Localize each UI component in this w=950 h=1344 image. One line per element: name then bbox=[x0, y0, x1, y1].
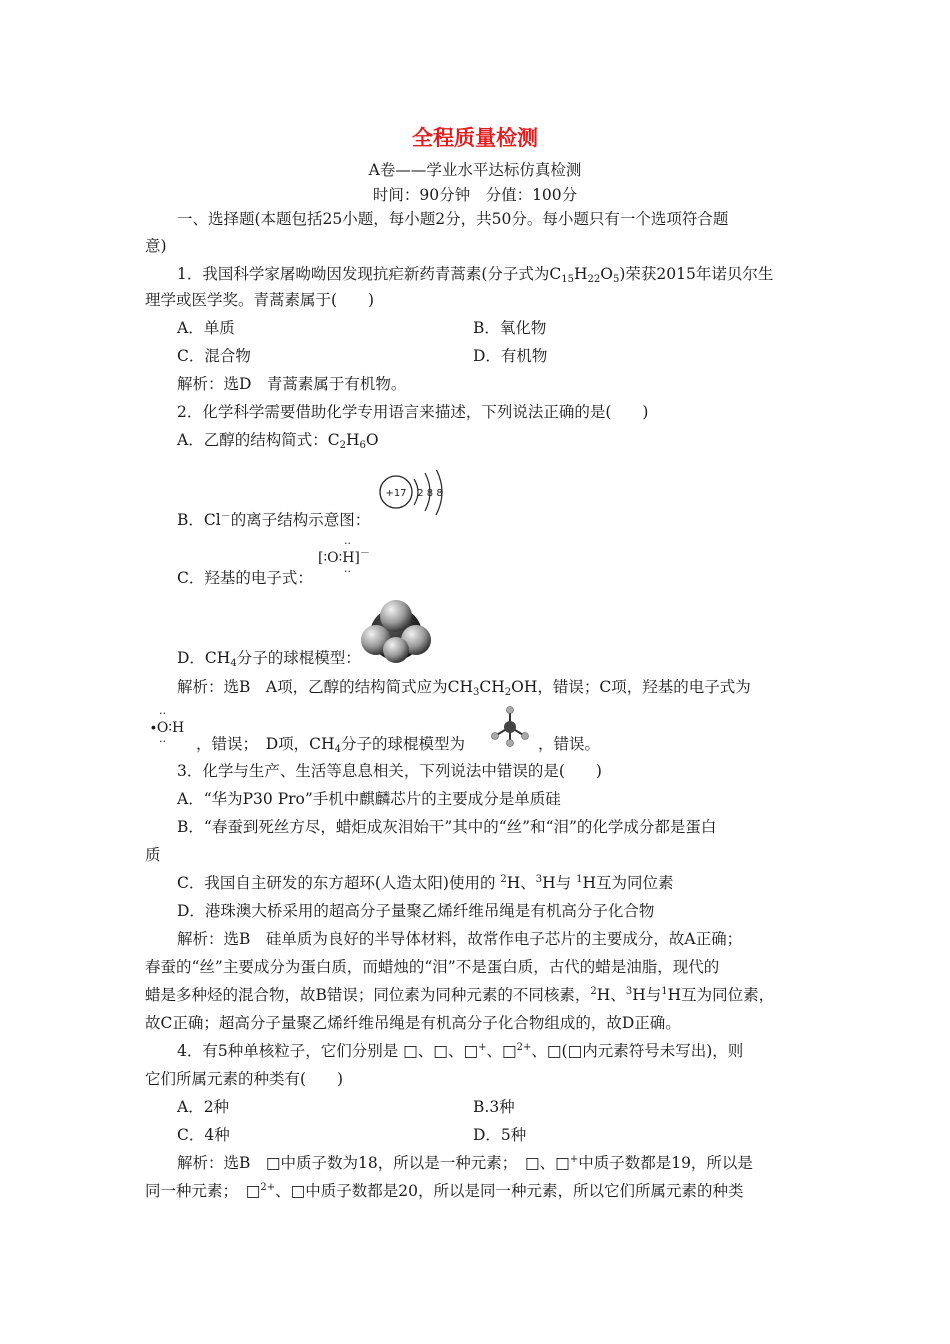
q3-stem: 3．化学与生产、生活等息息相关，下列说法中错误的是( ) bbox=[177, 762, 602, 780]
methane-model-image bbox=[356, 596, 436, 666]
q3-analysis-l3: 蜡是多种烃的混合物，故B错误；同位素为同种元素的不同核素，$^2$H、$^3$H与$^1$H互为同位素， bbox=[145, 986, 775, 1004]
q3-analysis-l2: 春蚕的“丝”主要成分为蛋白质，而蜡烛的“泪”不是蛋白质，古代的蜡是油脂，现代的 bbox=[145, 958, 720, 976]
hydroxyl-charge: － bbox=[359, 548, 370, 559]
chloride-ion-diagram bbox=[376, 470, 466, 526]
q3-option-a: A．“华为P30 Pro”手机中麒麟芯片的主要成分是单质硅 bbox=[177, 790, 561, 808]
page-title: 全程质量检测 bbox=[412, 126, 538, 150]
q2-option-d: D．$CH_4$分子的球棍模型： bbox=[177, 649, 361, 669]
q4-stem: 4．有5种单核粒子，它们分别是 □、□、□+、□$^{2+}$、□(□内元素符号未写出)，则 bbox=[177, 1042, 744, 1060]
q1-analysis: 解析：选D 青蒿素属于有机物。 bbox=[177, 375, 407, 393]
subtitle: A卷——学业水平达标仿真检测 bbox=[368, 161, 582, 179]
q4-option-c: C．4种 bbox=[177, 1126, 230, 1144]
q1-option-a: A．单质 bbox=[177, 319, 235, 337]
q4-analysis-cont: 同一种元素； □$^{2+}$、□中质子数都是20，所以是同一种元素，所以它们所属元素的种类 bbox=[145, 1182, 744, 1200]
q1-stem-cont: 理学或医学奖。青蒿素属于( ) bbox=[145, 291, 375, 309]
exam-meta: 时间：90分钟 分值：100分 bbox=[372, 186, 578, 204]
lone-pair-bottom: ·· bbox=[344, 565, 351, 578]
q2-analysis: 解析：选B A项，乙醇的结构简式应为$CH_3CH_2OH$，错误；C项，羟基的电子式为 bbox=[177, 678, 751, 698]
q4-stem-cont: 它们所属元素的种类有( ) bbox=[145, 1070, 344, 1088]
electron-shells: 2 8 8 bbox=[417, 488, 443, 499]
q4-option-d: D．5种 bbox=[473, 1126, 527, 1144]
q3-option-b: B．“春蚕到死丝方尽，蜡炬成灰泪始干”其中的“丝”和“泪”的化学成分都是蛋白 bbox=[177, 818, 717, 836]
q2-option-b: B．Cl－的离子结构示意图： bbox=[177, 511, 371, 529]
lone-pair-top: ·· bbox=[344, 537, 351, 550]
q2-option-c: C．羟基的电子式： bbox=[177, 569, 313, 587]
q4-option-b: B.3种 bbox=[473, 1098, 515, 1116]
q2-analysis-cont: ，错误； D项，$CH_4$分子的球棍模型为 bbox=[196, 735, 465, 755]
q3-analysis-l4: 故C正确；超高分子量聚乙烯纤维吊绳是有机高分子化合物组成的，故D正确。 bbox=[145, 1014, 681, 1032]
q3-option-d: D．港珠澳大桥采用的超高分子量聚乙烯纤维吊绳是有机高分子化合物 bbox=[177, 902, 655, 920]
hydroxyl-bracket: [∶O∶H] bbox=[318, 550, 360, 566]
q3-option-b-cont: 质 bbox=[145, 846, 161, 864]
q1-option-b: B．氧化物 bbox=[473, 319, 547, 337]
q1-option-d: D．有机物 bbox=[473, 347, 548, 365]
methane-ball-stick-image bbox=[488, 706, 532, 748]
q3-analysis: 解析：选B 硅单质为良好的半导体材料，故常作电子芯片的主要成分，故A正确； bbox=[177, 930, 743, 948]
q1-stem: 1．我国科学家屠呦呦因发现抗疟新药青蒿素(分子式为$C_{15}H_{22}O_5$)荣获2015年诺贝尔生 bbox=[177, 265, 774, 285]
q3-option-c: C．我国自主研发的东方超环(人造太阳)使用的 $^2$H、$^3$H与 $^1$H互为同位素 bbox=[177, 874, 674, 892]
q1-option-c: C．混合物 bbox=[177, 347, 251, 365]
q2-analysis-end: ，错误。 bbox=[538, 735, 601, 753]
document-page: 全程质量检测 A卷——学业水平达标仿真检测 时间：90分钟 分值：100分 一、选择题(本题包括25小题，每小题2分，共50分。每小题只有一个选项符合题 意) 1．我国科学家屠呦呦因发现抗疟新药青蒿素(分子式为$C_{15}H_{22}O_5$)荣获2015年诺贝尔生 理学或医学奖。青蒿素属于( ) A．单质 B．氧化物 C．混合物 D．有机物 解析：选D 青蒿素属于有机物。 2．化学科学需要借助化学专用语言来描述，下列说法正确的是( ) A．乙醇的结构简式：$C_2H_6O$ +17 2 8 8 B．Cl－的离子结构示意图： ·· [∶O∶H]－ ·· C．羟基的电子式： D．$CH_4$分子的球棍模型： 解析：选B A项，乙醇的结构简式应为$CH_3CH_2OH$，错误；C项，羟基的电子式为 ·· ∙O∶H ·· ，错误； D项，$CH_4$分子的球棍模型为 ，错误。 3．化学与生产、生活等息息相关，下列说法中错误的是( ) A．“华为P30 Pro”手机中麒麟芯片的主要成分是单质硅 B．“春蚕到死丝方尽，蜡炬成灰泪始干”其中的“丝”和“泪”的化学成分都是蛋白 质 C．我国自主研发的东方超环(人造太阳)使用的 $^2$H、$^3$H与 $^1$H互为同位素 D．港珠澳大桥采用的超高分子量聚乙烯纤维吊绳是有机高分子化合物 解析：选B 硅单质为良好的半导体材料，故常作电子芯片的主要成分，故A正确； 春蚕的“丝”主要成分为蛋白质，而蜡烛的“泪”不是蛋白质，古代的蜡是油脂，现代的 蜡是多种烃的混合物，故B错误；同位素为同种元素的不同核素，$^2$H、$^3$H与$^1$H互为同位素， 故C正确；超高分子量聚乙烯纤维吊绳是有机高分子化合物组成的，故D正确。 4．有5种单核粒子，它们分别是 □、□、□+、□$^{2+}$、□(□内元素符号未写出)，则 它们所属元素的种类有( ) A．2种 B.3种 C．4种 D．5种 解析：选B □中质子数为18，所以是一种元素； □、□+中质子数都是19，所以是 同一种元素； □$^{2+}$、□中质子数都是20，所以是同一种元素，所以它们所属元素的种类 bbox=[0, 0, 950, 1344]
q2-stem: 2．化学科学需要借助化学专用语言来描述，下列说法正确的是( ) bbox=[177, 403, 649, 421]
q4-analysis: 解析：选B □中质子数为18，所以是一种元素； □、□+中质子数都是19，所以是 bbox=[177, 1154, 753, 1172]
section-heading: 一、选择题(本题包括25小题，每小题2分，共50分。每小题只有一个选项符合题 bbox=[177, 210, 729, 228]
section-heading-cont: 意) bbox=[145, 237, 167, 255]
q4-option-a: A．2种 bbox=[177, 1098, 230, 1116]
q2-option-a: A．乙醇的结构简式：$C_2H_6O$ bbox=[177, 431, 379, 451]
nucleus-charge: +17 bbox=[385, 488, 407, 499]
